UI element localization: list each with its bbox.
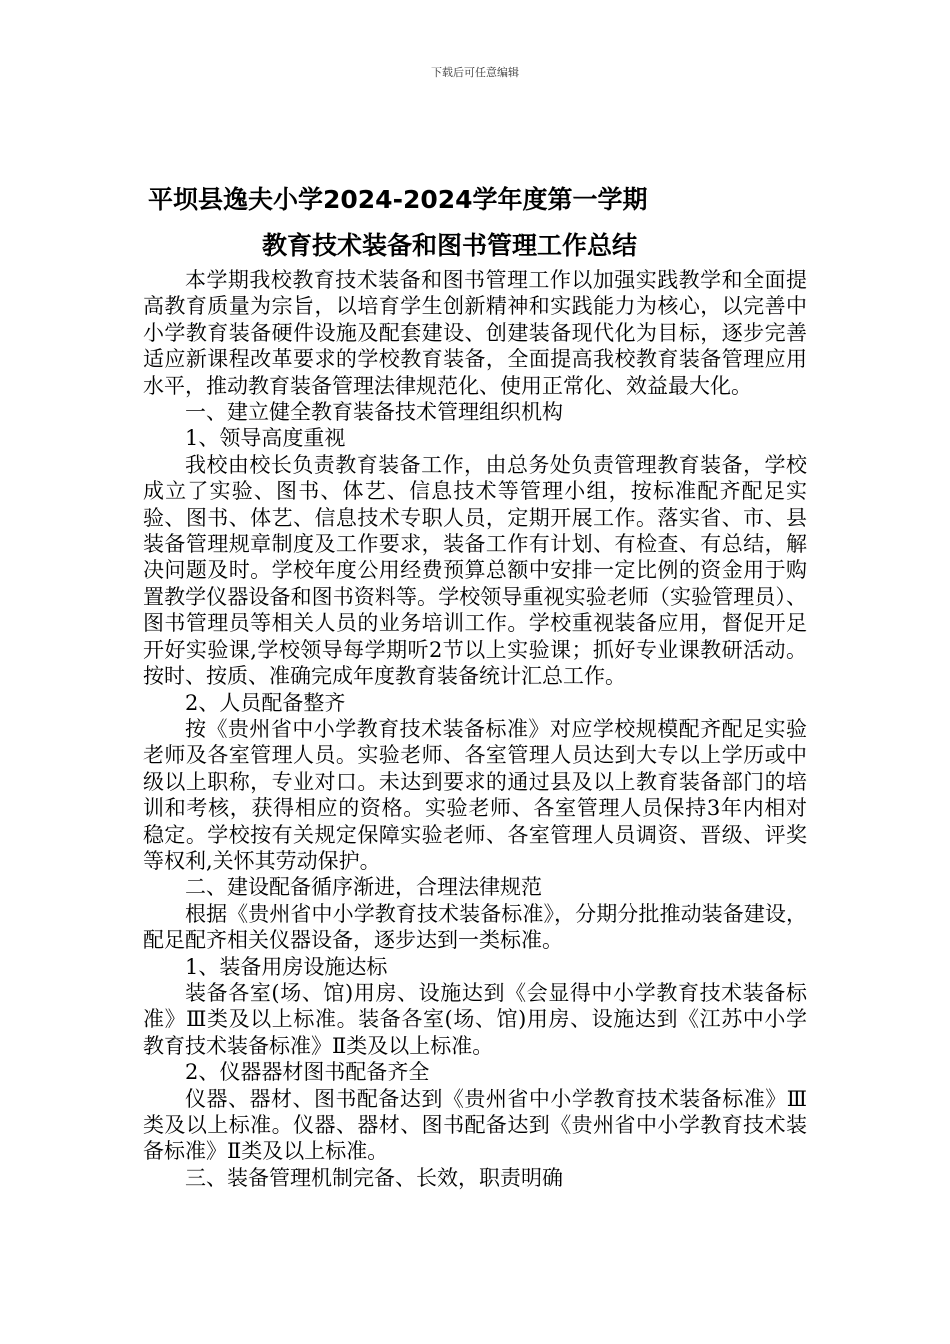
section-heading-1: 一、建立健全教育装备技术管理组织机构 [185,400,563,425]
body-paragraph: 仪器、器材、图书配备达到《贵州省中小学教育技术装备标准》Ⅲ类及以上标准。仪器、器材、图书配备达到《贵州省中小学教育技术装备标准》Ⅱ类及以上标准。 [143,1086,807,1164]
page-header-note: 下载后可任意编辑 [431,66,519,79]
body-paragraph: 根据《贵州省中小学教育技术装备标准》，分期分批推动装备建设，配足配齐相关仪器设备，逐步达到一类标准。 [143,901,807,953]
subsection-heading-1-1: 1、领导高度重视 [185,426,346,451]
subsection-heading-2-1: 1、装备用房设施达标 [185,954,388,979]
section-heading-2: 二、建设配备循序渐进，合理法律规范 [185,875,542,900]
section-heading-3: 三、装备管理机制完备、长效，职责明确 [185,1165,563,1190]
document-title-line-1: 平坝县逸夫小学2024-2024学年度第一学期 [148,185,648,214]
document-title-line-2: 教育技术装备和图书管理工作总结 [262,231,638,260]
body-paragraph: 我校由校长负责教育装备工作，由总务处负责管理教育装备，学校成立了实验、图书、体艺、信息技术等管理小组，按标准配齐配足实验、图书、体艺、信息技术专职人员，定期开展工作。落实省、市、县装备管理规章制度及工作要求，装备工作有计划、有检查、有总结，解决问题及时。学校年度公用经费预算总额中安排一定比例的资金用于购置教学仪器设备和图书资料等。学校领导重视实验老师（实验管理员）、图书管理员等相关人员的业务培训工作。学校重视装备应用，督促开足开好实验课,学校领导每学期听2节以上实验课；抓好专业课教研活动。按时、按质、准确完成年度教育装备统计汇总工作。 [143,452,807,689]
subsection-heading-2-2: 2、仪器器材图书配备齐全 [185,1060,430,1085]
document-body [143,267,807,1191]
body-paragraph: 按《贵州省中小学教育技术装备标准》对应学校规模配齐配足实验老师及各室管理人员。实验老师、各室管理人员达到大专以上学历或中级以上职称，专业对口。未达到要求的通过县及以上教育装备部门的培训和考核，获得相应的资格。实验老师、各室管理人员保持3年内相对稳定。学校按有关规定保障实验老师、各室管理人员调资、晋级、评奖等权利,关怀其劳动保护。 [143,716,807,873]
subsection-heading-1-2: 2、人员配备整齐 [185,690,346,715]
body-paragraph: 装备各室(场、馆)用房、设施达到《会显得中小学教育技术装备标准》Ⅲ类及以上标准。装备各室(场、馆)用房、设施达到《江苏中小学教育技术装备标准》Ⅱ类及以上标准。 [143,980,807,1058]
intro-paragraph: 本学期我校教育技术装备和图书管理工作以加强实践教学和全面提高教育质量为宗旨，以培育学生创新精神和实践能力为核心，以完善中小学教育装备硬件设施及配套建设、创建装备现代化为目标，逐步完善适应新课程改革要求的学校教育装备，全面提高我校教育装备管理应用水平，推动教育装备管理法律规范化、使用正常化、效益最大化。 [143,268,807,398]
